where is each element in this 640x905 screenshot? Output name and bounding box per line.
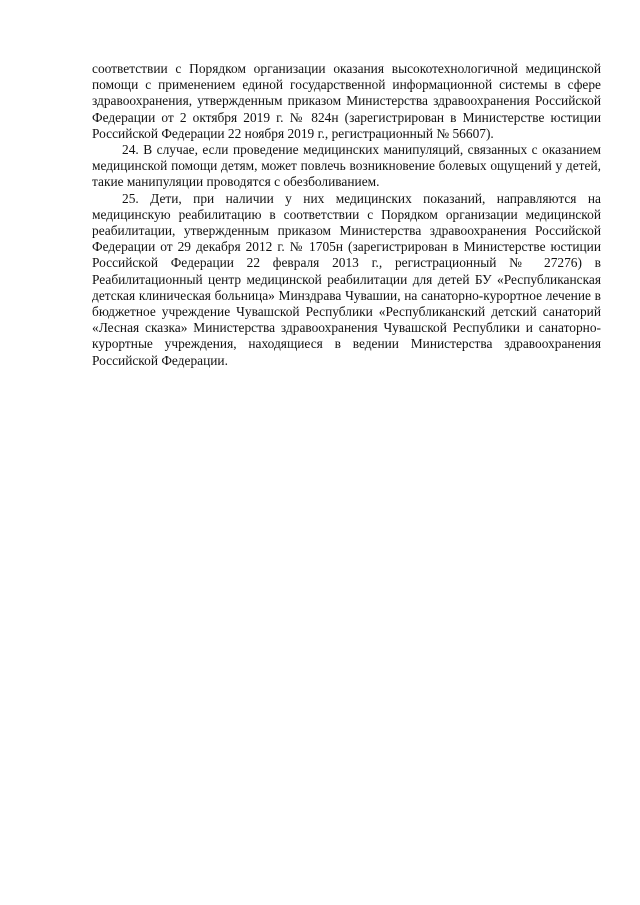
paragraph-item-24: 24. В случае, если проведение медицинских манипуляций, связанных с оказанием медицинской помощи детям, может повлечь возникновение болевых ощущений у детей, такие манипуляции проводятся с обезболиванием. [92, 142, 601, 190]
document-page [92, 61, 601, 369]
paragraph-continuation: соответствии с Порядком организации оказания высокотехнологичной медицинской помощи с применением единой государственной информационной системы в сфере здравоохранения, утвержденным приказом Министерства здравоохранения Российской Федерации от 2 октября 2019 г. № 824н (зарегистрирован в Министерстве юстиции Российской Федерации 22 ноября 2019 г., регистрационный № 56607). [92, 61, 601, 141]
paragraph-item-25: 25. Дети, при наличии у них медицинских показаний, направляются на медицинскую реабилитацию в соответствии с Порядком организации медицинской реабилитации, утвержденным приказом Министерства здравоохранения Российской Федерации от 29 декабря 2012 г. № 1705н (зарегистрирован в Министерстве юстиции Российской Федерации 22 февраля 2013 г., регистрационный № 27276) в Реабилитационный центр медицинской реабилитации для детей БУ «Республиканская детская клиническая больница» Минздрава Чувашии, на санаторно-курортное лечение в бюджетное учреждение Чувашской Республики «Республиканский детский санаторий «Лесная сказка» Министерства здравоохранения Чувашской Республики и санаторно-курортные учреждения, находящиеся в ведении Министерства здравоохранения Российской Федерации. [92, 190, 601, 368]
